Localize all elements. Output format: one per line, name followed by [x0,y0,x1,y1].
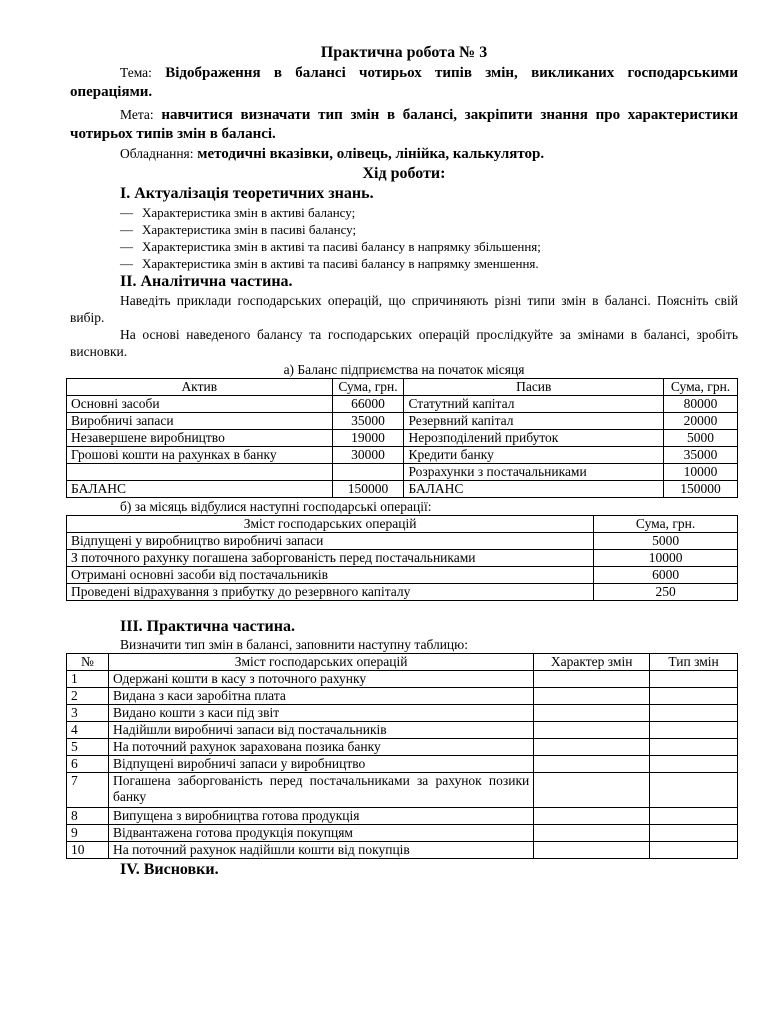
liability-sum-cell: 20000 [664,413,738,430]
operation-sum-cell: 5000 [594,533,738,550]
liability-sum-cell: 10000 [664,464,738,481]
operation-cell: Випущена з виробництва готова продукція [108,808,533,825]
liability-total-sum-cell: 150000 [664,481,738,498]
character-cell[interactable] [534,688,650,705]
section4-heading: IV. Висновки. [120,861,219,878]
operation-cell: Відпущені виробничі запаси у виробництво [108,756,533,773]
character-cell[interactable] [534,739,650,756]
table-row [67,430,738,447]
table-row [67,413,738,430]
table-row [67,396,738,413]
asset-cell [67,464,333,481]
character-cell[interactable] [534,705,650,722]
row-number: 9 [67,825,109,842]
table-row [67,584,738,601]
liability-sum-cell: 80000 [664,396,738,413]
row-number: 10 [67,842,109,859]
theme-label: Тема: [120,65,152,80]
liability-cell: Резервний капітал [404,413,664,430]
type-cell[interactable] [650,671,738,688]
operation-sum-cell: 10000 [594,550,738,567]
liability-cell: Кредити банку [404,447,664,464]
balance-table [66,378,738,498]
liability-sum-cell: 35000 [664,447,738,464]
operations-table [66,515,738,601]
operation-cell: Надійшли виробничі запаси від постачальників [108,722,533,739]
header-asset-sum: Сума, грн. [332,379,404,396]
header-liability-sum: Сума, грн. [664,379,738,396]
liability-cell: Нерозподілений прибуток [404,430,664,447]
operation-cell: Погашена заборгованість перед постачальниками за рахунок позики банку [108,773,533,808]
row-number: 7 [67,773,109,808]
list-item: — Характеристика змін в активі балансу; [120,205,356,220]
liability-total-cell: БАЛАНС [404,481,664,498]
operation-cell: Видана з каси заробітна плата [108,688,533,705]
asset-sum-cell: 35000 [332,413,404,430]
equipment-text: методичні вказівки, олівець, лінійка, калькулятор. [197,146,545,162]
header-sum: Сума, грн. [594,516,738,533]
operations-caption: б) за місяць відбулися наступні господарські операції: [120,499,432,514]
operation-cell: З поточного рахунку погашена заборгованість перед постачальниками [67,550,594,567]
balance-caption: а) Баланс підприємства на початок місяця [283,362,525,377]
operation-cell: Відпущені у виробництво виробничі запаси [67,533,594,550]
header-liability: Пасив [404,379,664,396]
row-number: 8 [67,808,109,825]
goal-label: Мета: [120,107,154,122]
row-number: 1 [67,671,109,688]
type-cell[interactable] [650,825,738,842]
table-row [67,773,738,808]
row-number: 5 [67,739,109,756]
operation-sum-cell: 6000 [594,567,738,584]
character-cell[interactable] [534,773,650,808]
liability-sum-cell: 5000 [664,430,738,447]
table-header-row [67,654,738,671]
table-row [67,567,738,584]
goal-text: навчитися визначати тип змін в балансі, закріпити знання про характеристики чотирьох типів змін в балансі. [70,107,738,142]
list-item: — Характеристика змін в активі та пасиві балансу в напрямку зменшення. [120,256,539,271]
table-row [67,671,738,688]
table-row [67,705,738,722]
type-cell[interactable] [650,739,738,756]
character-cell[interactable] [534,756,650,773]
table-row [67,756,738,773]
table-row [67,825,738,842]
character-cell[interactable] [534,808,650,825]
character-cell[interactable] [534,722,650,739]
section1-heading: І. Актуалізація теоретичних знань. [120,185,374,202]
operation-cell: Проведені відрахування з прибутку до резервного капіталу [67,584,594,601]
table-row [67,722,738,739]
header-content: Зміст господарських операцій [67,516,594,533]
asset-sum-cell: 30000 [332,447,404,464]
type-cell[interactable] [650,756,738,773]
table-row [67,808,738,825]
header-content: Зміст господарських операцій [108,654,533,671]
asset-sum-cell: 19000 [332,430,404,447]
operation-cell: Відвантажена готова продукція покупцям [108,825,533,842]
asset-cell: Виробничі запаси [67,413,333,430]
section3-intro: Визначити тип змін в балансі, заповнити наступну таблицю: [120,637,468,652]
type-cell[interactable] [650,705,738,722]
type-cell[interactable] [650,808,738,825]
table-row [67,464,738,481]
equipment-label: Обладнання: [120,146,194,161]
table-row [67,481,738,498]
asset-total-sum-cell: 150000 [332,481,404,498]
document-page [70,42,738,880]
type-cell[interactable] [650,842,738,859]
character-cell[interactable] [534,842,650,859]
list-item: — Характеристика змін в активі та пасиві балансу в напрямку збільшення; [120,239,541,254]
header-character: Характер змін [534,654,650,671]
table-row [67,447,738,464]
table-row [67,533,738,550]
type-cell[interactable] [650,688,738,705]
operation-sum-cell: 250 [594,584,738,601]
section2-paragraph-2: На основі наведеного балансу та господарських операцій прослідкуйте за змінами в балансі, зробіть висновки. [70,327,738,359]
asset-sum-cell: 66000 [332,396,404,413]
asset-sum-cell [332,464,404,481]
progress-heading: Хід роботи: [362,165,446,182]
character-cell[interactable] [534,671,650,688]
asset-cell: Незавершене виробництво [67,430,333,447]
liability-cell: Розрахунки з постачальниками [404,464,664,481]
table-header-row [67,516,738,533]
operation-cell: Отримані основні засоби від постачальників [67,567,594,584]
section3-heading: ІІІ. Практична частина. [120,618,295,635]
header-type: Тип змін [650,654,738,671]
asset-cell: Грошові кошти на рахунках в банку [67,447,333,464]
header-asset: Актив [67,379,333,396]
row-number: 6 [67,756,109,773]
goal-paragraph [70,105,738,144]
operation-cell: На поточний рахунок зарахована позика банку [108,739,533,756]
theme-paragraph [70,63,738,102]
practice-table [66,653,738,859]
table-row [67,688,738,705]
section1-list [70,204,738,272]
row-number: 3 [67,705,109,722]
liability-cell: Статутний капітал [404,396,664,413]
asset-cell: Основні засоби [67,396,333,413]
operation-cell: Одержані кошти в касу з поточного рахунку [108,671,533,688]
equipment-paragraph [70,144,738,164]
section2-paragraph-1: Наведіть приклади господарських операцій, що спричиняють різні типи змін в балансі. Поясніть свій вибір. [70,293,738,325]
table-row [67,739,738,756]
row-number: 2 [67,688,109,705]
list-item: — Характеристика змін в пасиві балансу; [120,222,357,237]
theme-text: Відображення в балансі чотирьох типів змін, викликаних господарськими операціями. [70,65,739,100]
row-number: 4 [67,722,109,739]
table-header-row [67,379,738,396]
operation-cell: На поточний рахунок надійшли кошти від покупців [108,842,533,859]
character-cell[interactable] [534,825,650,842]
operation-cell: Видано кошти з каси під звіт [108,705,533,722]
type-cell[interactable] [650,722,738,739]
asset-total-cell: БАЛАНС [67,481,333,498]
page-title: Практична робота № 3 [320,44,488,61]
table-row [67,842,738,859]
section2-heading: ІІ. Аналітична частина. [120,273,293,290]
type-cell[interactable] [650,773,738,808]
header-number: № [67,654,109,671]
table-row [67,550,738,567]
